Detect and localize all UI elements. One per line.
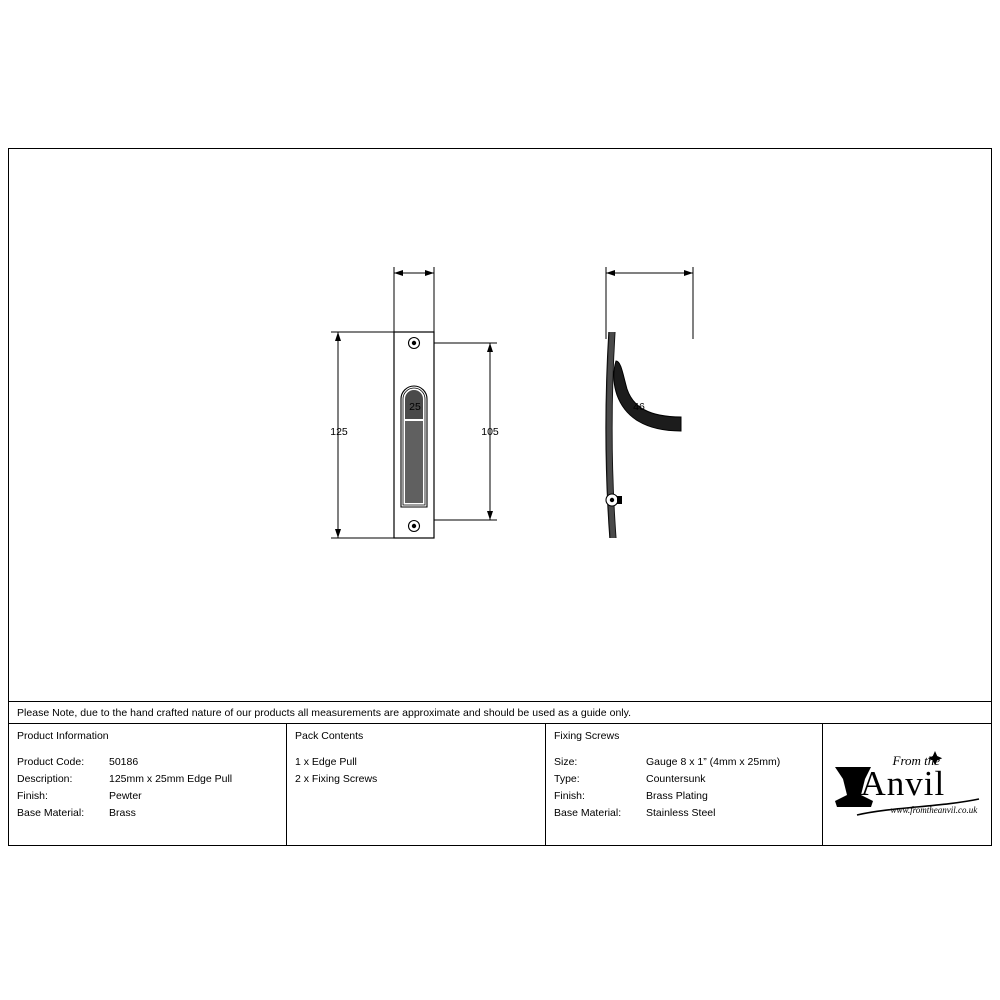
pack-contents-item-1: 1 x Edge Pull	[295, 756, 357, 768]
fixing-screws-column	[546, 724, 823, 845]
screw-finish-value: Brass Plating	[646, 790, 708, 802]
logo-website-text: www.fromtheanvil.co.uk	[890, 805, 978, 815]
finish-row	[17, 788, 278, 805]
product-information-title: Product Information	[17, 730, 109, 742]
dimension-depth-46	[606, 267, 693, 339]
dimension-label-depth: 46	[633, 401, 645, 413]
screw-base-material-row	[554, 805, 814, 822]
pack-contents-column	[287, 724, 546, 845]
fixing-screws-title: Fixing Screws	[554, 730, 620, 742]
brand-logo	[823, 724, 990, 846]
description-label: Description:	[17, 773, 73, 785]
screw-size-row	[554, 754, 814, 771]
pack-contents-item-2: 2 x Fixing Screws	[295, 773, 378, 785]
brand-logo-column	[823, 724, 990, 845]
measurement-note: Please Note, due to the hand crafted nature of our products all measurements are approximate and should be used as a guide only.	[17, 706, 632, 719]
dimension-label-height: 125	[330, 426, 348, 438]
screw-finish-row	[554, 788, 814, 805]
drawing-svg	[9, 149, 991, 701]
screw-base-material-value: Stainless Steel	[646, 807, 716, 819]
drawing-sheet	[8, 148, 992, 846]
information-row	[9, 723, 991, 845]
base-material-value: Brass	[109, 807, 136, 819]
dimension-width-25	[394, 267, 434, 339]
product-code-row	[17, 754, 278, 771]
product-code-label: Product Code:	[17, 756, 85, 768]
description-value: 125mm x 25mm Edge Pull	[109, 773, 233, 785]
measurement-note-row	[9, 701, 991, 723]
base-material-label: Base Material:	[17, 807, 85, 819]
description-row	[17, 771, 278, 788]
dimension-label-inner-height: 105	[481, 426, 499, 438]
product-information-column	[9, 724, 287, 845]
screw-finish-label: Finish:	[554, 790, 585, 802]
base-material-row	[17, 805, 278, 822]
pack-contents-title: Pack Contents	[295, 730, 364, 742]
finish-label: Finish:	[17, 790, 48, 802]
screw-type-label: Type:	[554, 773, 580, 785]
screw-type-row	[554, 771, 814, 788]
side-view-profile	[606, 332, 681, 538]
screw-base-material-label: Base Material:	[554, 807, 622, 819]
product-code-value: 50186	[109, 756, 139, 768]
screw-size-label: Size:	[554, 756, 578, 768]
technical-drawing	[9, 149, 991, 701]
logo-from-the-text: From the	[892, 753, 941, 768]
screw-size-value: Gauge 8 x 1” (4mm x 25mm)	[646, 756, 781, 768]
finish-value: Pewter	[109, 790, 142, 802]
front-view-plate	[394, 332, 434, 538]
logo-brand-text: Anvil	[860, 764, 946, 803]
dimension-label-width: 25	[409, 401, 421, 413]
screw-type-value: Countersunk	[646, 773, 706, 785]
